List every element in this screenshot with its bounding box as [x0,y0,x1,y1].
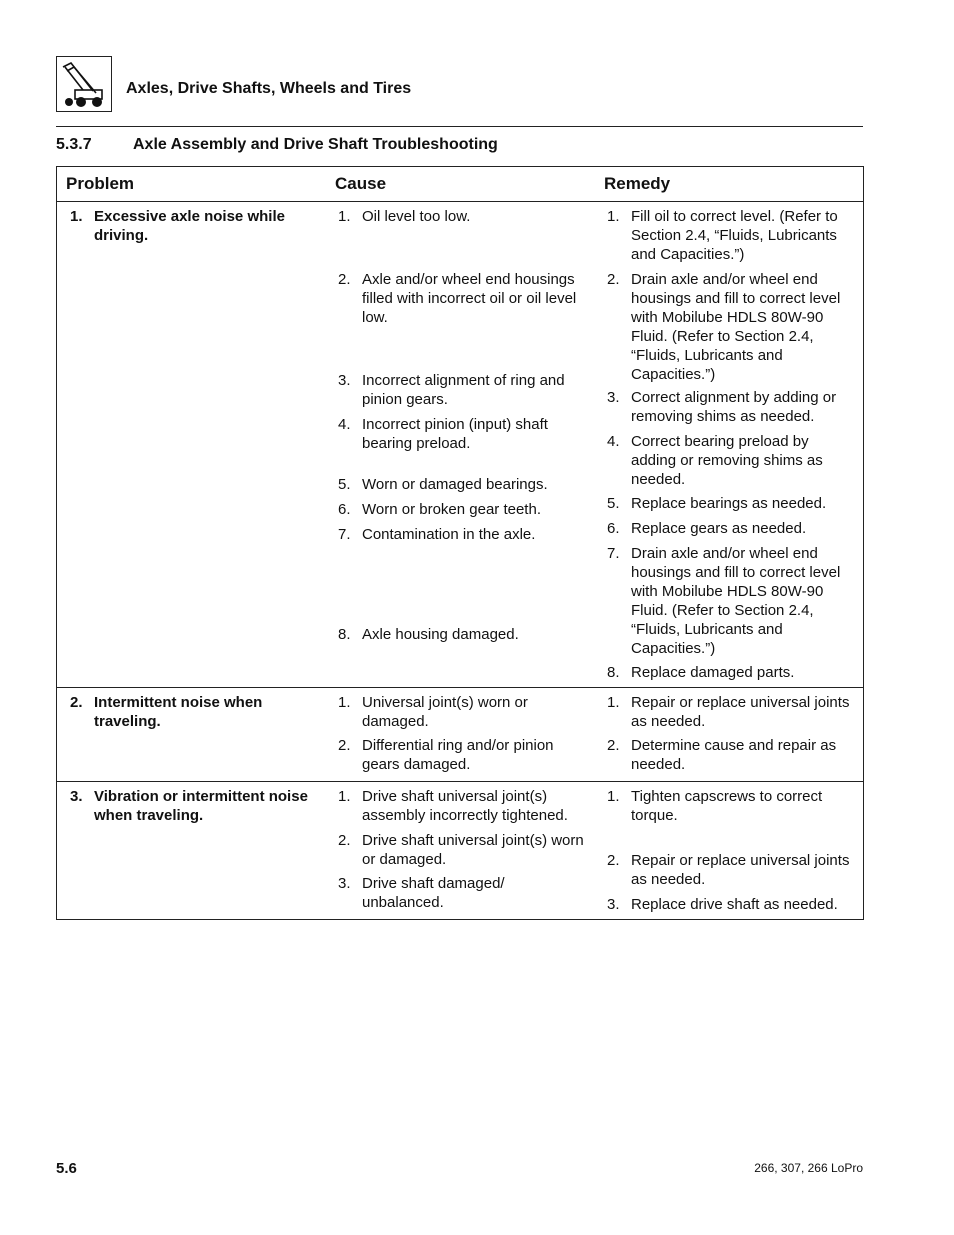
lift-platform-icon [57,57,113,113]
list-item: 1. Fill oil to correct level. (Refer to Section 2.4, “Fluids, Lubricants and Capacities.”) [607,208,838,263]
problem-cell [57,782,326,919]
cause-cell [326,688,595,781]
list-item: 3. Replace drive shaft as needed. [607,896,838,913]
list-item: 8. Axle housing damaged. [338,626,519,643]
list-item: 6. Worn or broken gear teeth. [338,501,541,518]
remedy-cell [595,688,863,781]
list-item: 3. Incorrect alignment of ring and pinion gears. [338,372,565,408]
header-cause: Cause [335,174,387,193]
list-item: 7. Drain axle and/or wheel end housings and fill to correct level with Mobilube HDLS 80W-90 Fluid. (Refer to Section 2.4, “Fluids, Lubricants and Capacities.”) [607,545,841,657]
problem-cell [57,688,326,781]
list-item: 1. Oil level too low. [338,208,471,225]
list-item: 4. Incorrect pinion (input) shaft bearing preload. [338,416,548,452]
list-item: 1. Drive shaft universal joint(s) assembly incorrectly tightened. [338,788,568,824]
list-item: 2. Drive shaft universal joint(s) worn or damaged. [338,832,584,868]
problem-text: 1. Excessive axle noise while driving. [70,208,285,244]
list-item: 2. Repair or replace universal joints as needed. [607,852,850,888]
list-item: 1. Repair or replace universal joints as needed. [607,694,850,730]
model-numbers: 266, 307, 266 LoPro [754,1161,863,1175]
problem-text: 3. Vibration or intermittent noise when traveling. [70,788,308,824]
list-item: 2. Drain axle and/or wheel end housings and fill to correct level with Mobilube HDLS 80W-90 Fluid. (Refer to Section 2.4, “Fluids, Lubricants and Capacities.”) [607,271,841,383]
header-divider [56,126,863,127]
table-row [57,202,863,688]
cause-cell [326,202,595,687]
chapter-title: Axles, Drive Shafts, Wheels and Tires [126,80,412,97]
remedy-cell [595,202,863,687]
cause-cell [326,782,595,919]
table-header [57,167,863,202]
table-row [57,782,863,919]
list-item: 1. Universal joint(s) worn or damaged. [338,694,528,730]
problem-text: 2. Intermittent noise when traveling. [70,694,263,730]
list-item: 2. Axle and/or wheel end housings filled with incorrect oil or oil level low. [338,271,577,326]
list-item: 8. Replace damaged parts. [607,664,795,681]
header-remedy: Remedy [604,174,671,193]
table-row [57,688,863,782]
list-item: 4. Correct bearing preload by adding or removing shims as needed. [607,433,823,488]
troubleshooting-table [56,166,864,920]
header-problem: Problem [66,174,135,193]
list-item: 5. Replace bearings as needed. [607,495,827,512]
list-item: 6. Replace gears as needed. [607,520,807,537]
section-heading [56,136,498,154]
remedy-cell [595,782,863,919]
header-logo [56,56,112,112]
list-item: 3. Drive shaft damaged/ unbalanced. [338,875,505,911]
list-item: 7. Contamination in the axle. [338,526,536,543]
list-item: 1. Tighten capscrews to correct torque. [607,788,823,824]
problem-cell [57,202,326,687]
list-item: 5. Worn or damaged bearings. [338,476,548,493]
page-number: 5.6 [56,1160,77,1177]
list-item: 2. Differential ring and/or pinion gears damaged. [338,737,554,773]
list-item: 2. Determine cause and repair as needed. [607,737,837,773]
list-item: 3. Correct alignment by adding or removing shims as needed. [607,389,837,425]
section-title: Axle Assembly and Drive Shaft Troubleshooting [133,136,498,153]
section-number: 5.3.7 [56,136,92,153]
